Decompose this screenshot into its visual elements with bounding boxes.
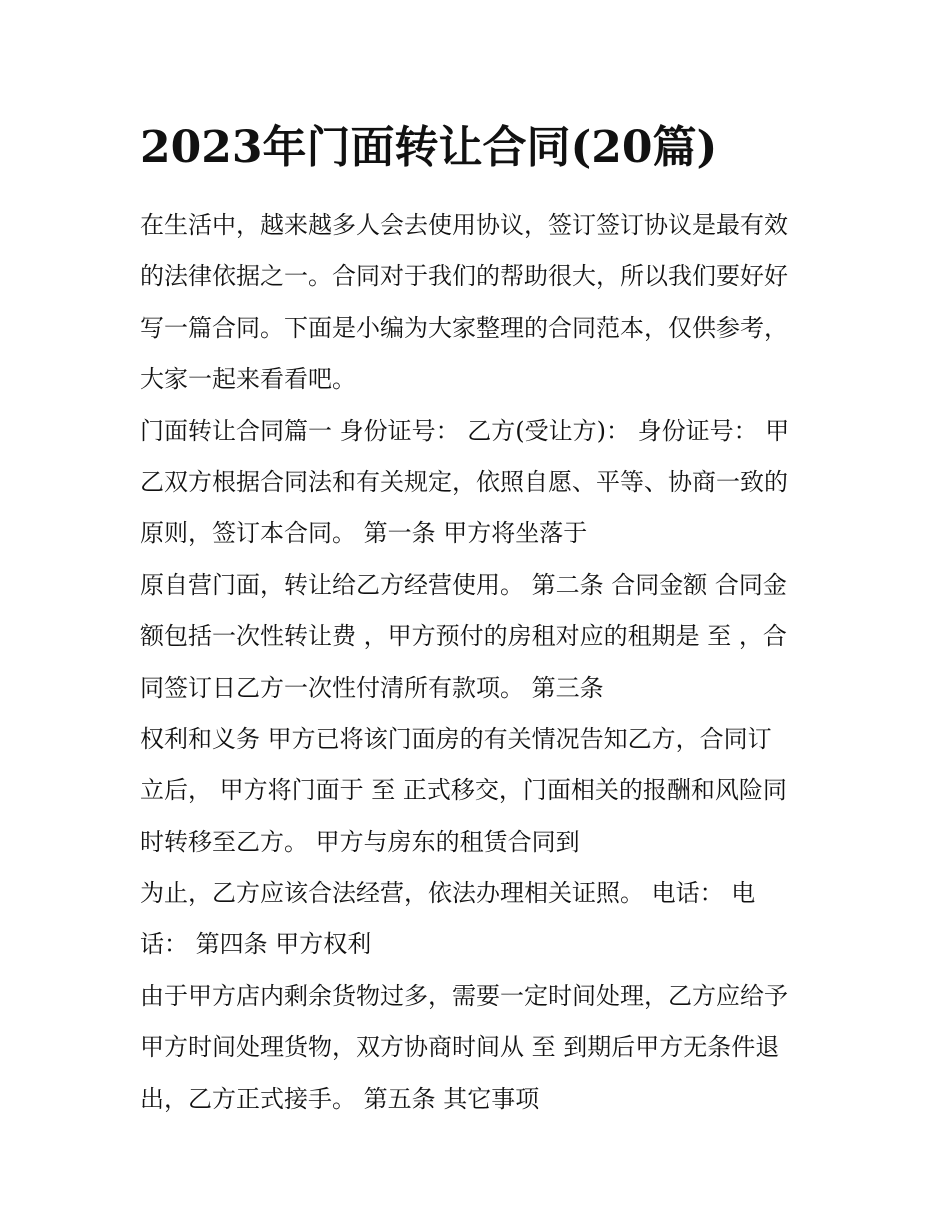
text-line: 由于甲方店内剩余货物过多，需要一定时间处理，乙方应给予 bbox=[140, 981, 788, 1010]
text-line: 话： 第四条 甲方权利 bbox=[140, 930, 372, 959]
text-line: 甲方时间处理货物，双方协商时间从 至 到期后甲方无条件退 bbox=[140, 1033, 780, 1062]
paragraph-contract-1 bbox=[140, 406, 820, 560]
text-line: 写一篇合同。下面是小编为大家整理的合同范本，仅供参考， bbox=[140, 313, 788, 342]
text-line: 乙双方根据合同法和有关规定，依照自愿、平等、协商一致的 bbox=[140, 467, 788, 496]
text-line: 门面转让合同篇一 身份证号： 乙方(受让方)： 身份证号： 甲 bbox=[140, 416, 790, 445]
text-line: 原自营门面，转让给乙方经营使用。 第二条 合同金额 合同金 bbox=[140, 570, 787, 599]
paragraph-contract-5 bbox=[140, 971, 820, 1125]
paragraph-contract-3 bbox=[140, 714, 820, 868]
paragraph-intro bbox=[140, 200, 820, 406]
text-line: 的法律依据之一。合同对于我们的帮助很大，所以我们要好好 bbox=[140, 262, 788, 291]
text-line: 原则，签订本合同。 第一条 甲方将坐落于 bbox=[140, 519, 588, 548]
text-line: 权利和义务 甲方已将该门面房的有关情况告知乙方，合同订 bbox=[140, 724, 772, 753]
paragraph-contract-4 bbox=[140, 868, 820, 971]
text-line: 大家一起来看看吧。 bbox=[140, 365, 356, 394]
text-line: 额包括一次性转让费 ，甲方预付的房租对应的租期是 至 ，合 bbox=[140, 622, 787, 651]
document-title: 2023年门面转让合同(20篇) bbox=[140, 122, 718, 173]
text-line: 在生活中，越来越多人会去使用协议，签订签订协议是最有效 bbox=[140, 211, 788, 239]
text-line: 时转移至乙方。 甲方与房东的租赁合同到 bbox=[140, 827, 580, 856]
document-page bbox=[140, 118, 820, 1125]
text-line: 同签订日乙方一次性付清所有款项。 第三条 bbox=[140, 673, 604, 702]
text-line: 立后， 甲方将门面于 至 正式移交，门面相关的报酬和风险同 bbox=[140, 776, 787, 805]
paragraph-contract-2 bbox=[140, 560, 820, 714]
text-line: 为止，乙方应该合法经营，依法办理相关证照。 电话： 电 bbox=[140, 879, 756, 908]
text-line: 出，乙方正式接手。 第五条 其它事项 bbox=[140, 1084, 540, 1113]
